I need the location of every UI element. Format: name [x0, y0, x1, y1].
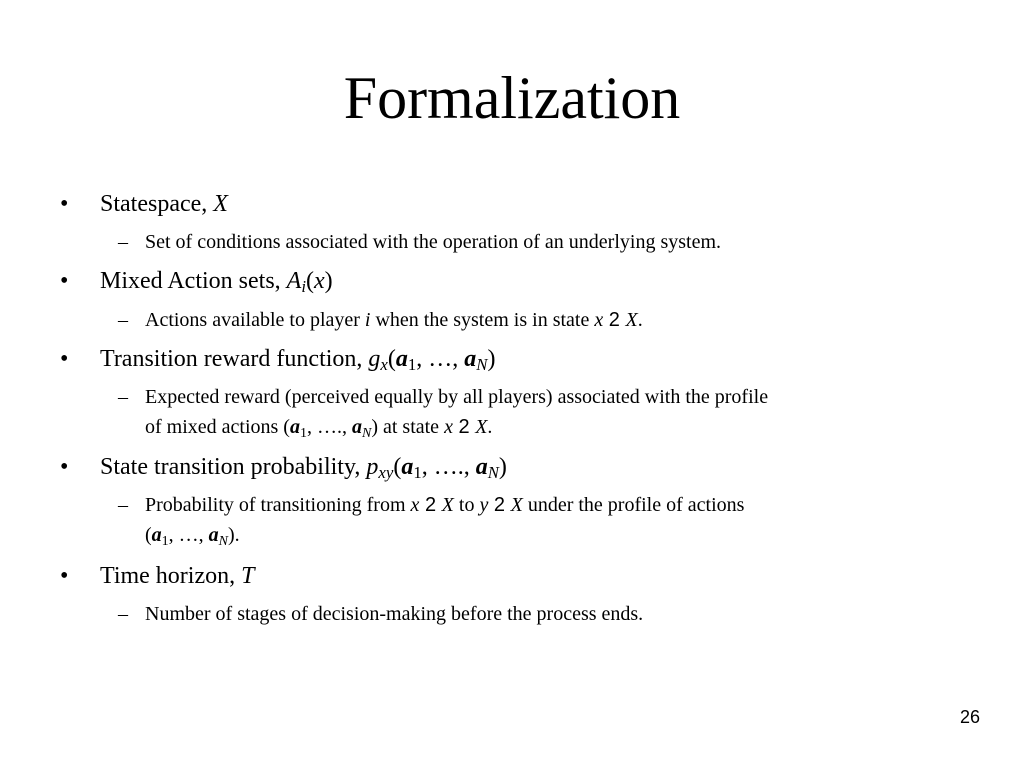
bullet-marker: •: [60, 346, 69, 372]
sub-bullet-text: Expected reward (perceived equally by all players) associated with the profile of mixed actions ($a_1$, …., $a_N$) at state x 2 X.: [145, 386, 769, 441]
dash-marker: –: [118, 494, 128, 516]
dash-marker: –: [118, 309, 128, 331]
bullet-marker: •: [60, 454, 69, 480]
sub-bullet-text: Set of conditions associated with the operation of an underlying system.: [145, 231, 721, 253]
bullet-text: Mixed Action sets, $A_i(x)$: [100, 268, 333, 297]
sub-bullet-text: Number of stages of decision-making before the process ends.: [145, 603, 644, 625]
symbol-x: X: [213, 191, 228, 217]
sub-bullet-text: Actions available to player i when the system is in state x 2 X.: [145, 309, 643, 331]
sub-bullet-text: Probability of transitioning from x 2 X to y 2 X under the profile of actions ($a_1$, …, $a_N$).: [145, 494, 745, 549]
bullet-marker: •: [60, 268, 69, 294]
bullet-text: State transition probability, $p_{xy}(a_1$, …., $a_N$): [100, 454, 507, 483]
dash-marker: –: [118, 231, 128, 253]
page-number: 26: [959, 707, 980, 727]
bullet-marker: •: [60, 563, 69, 589]
bullet-text: Transition reward function, $g_x(a_1$, …, $a_N$): [100, 346, 496, 375]
bullet-text: Time horizon, T: [100, 563, 255, 589]
dash-marker: –: [118, 386, 128, 408]
dash-marker: –: [118, 603, 128, 625]
bullet-text: [100, 189, 228, 219]
symbol-t: T: [241, 563, 255, 589]
slide-title: Formalization: [343, 65, 681, 131]
bullet-label: Statespace,: [100, 191, 214, 217]
bullet-marker: •: [60, 191, 69, 217]
